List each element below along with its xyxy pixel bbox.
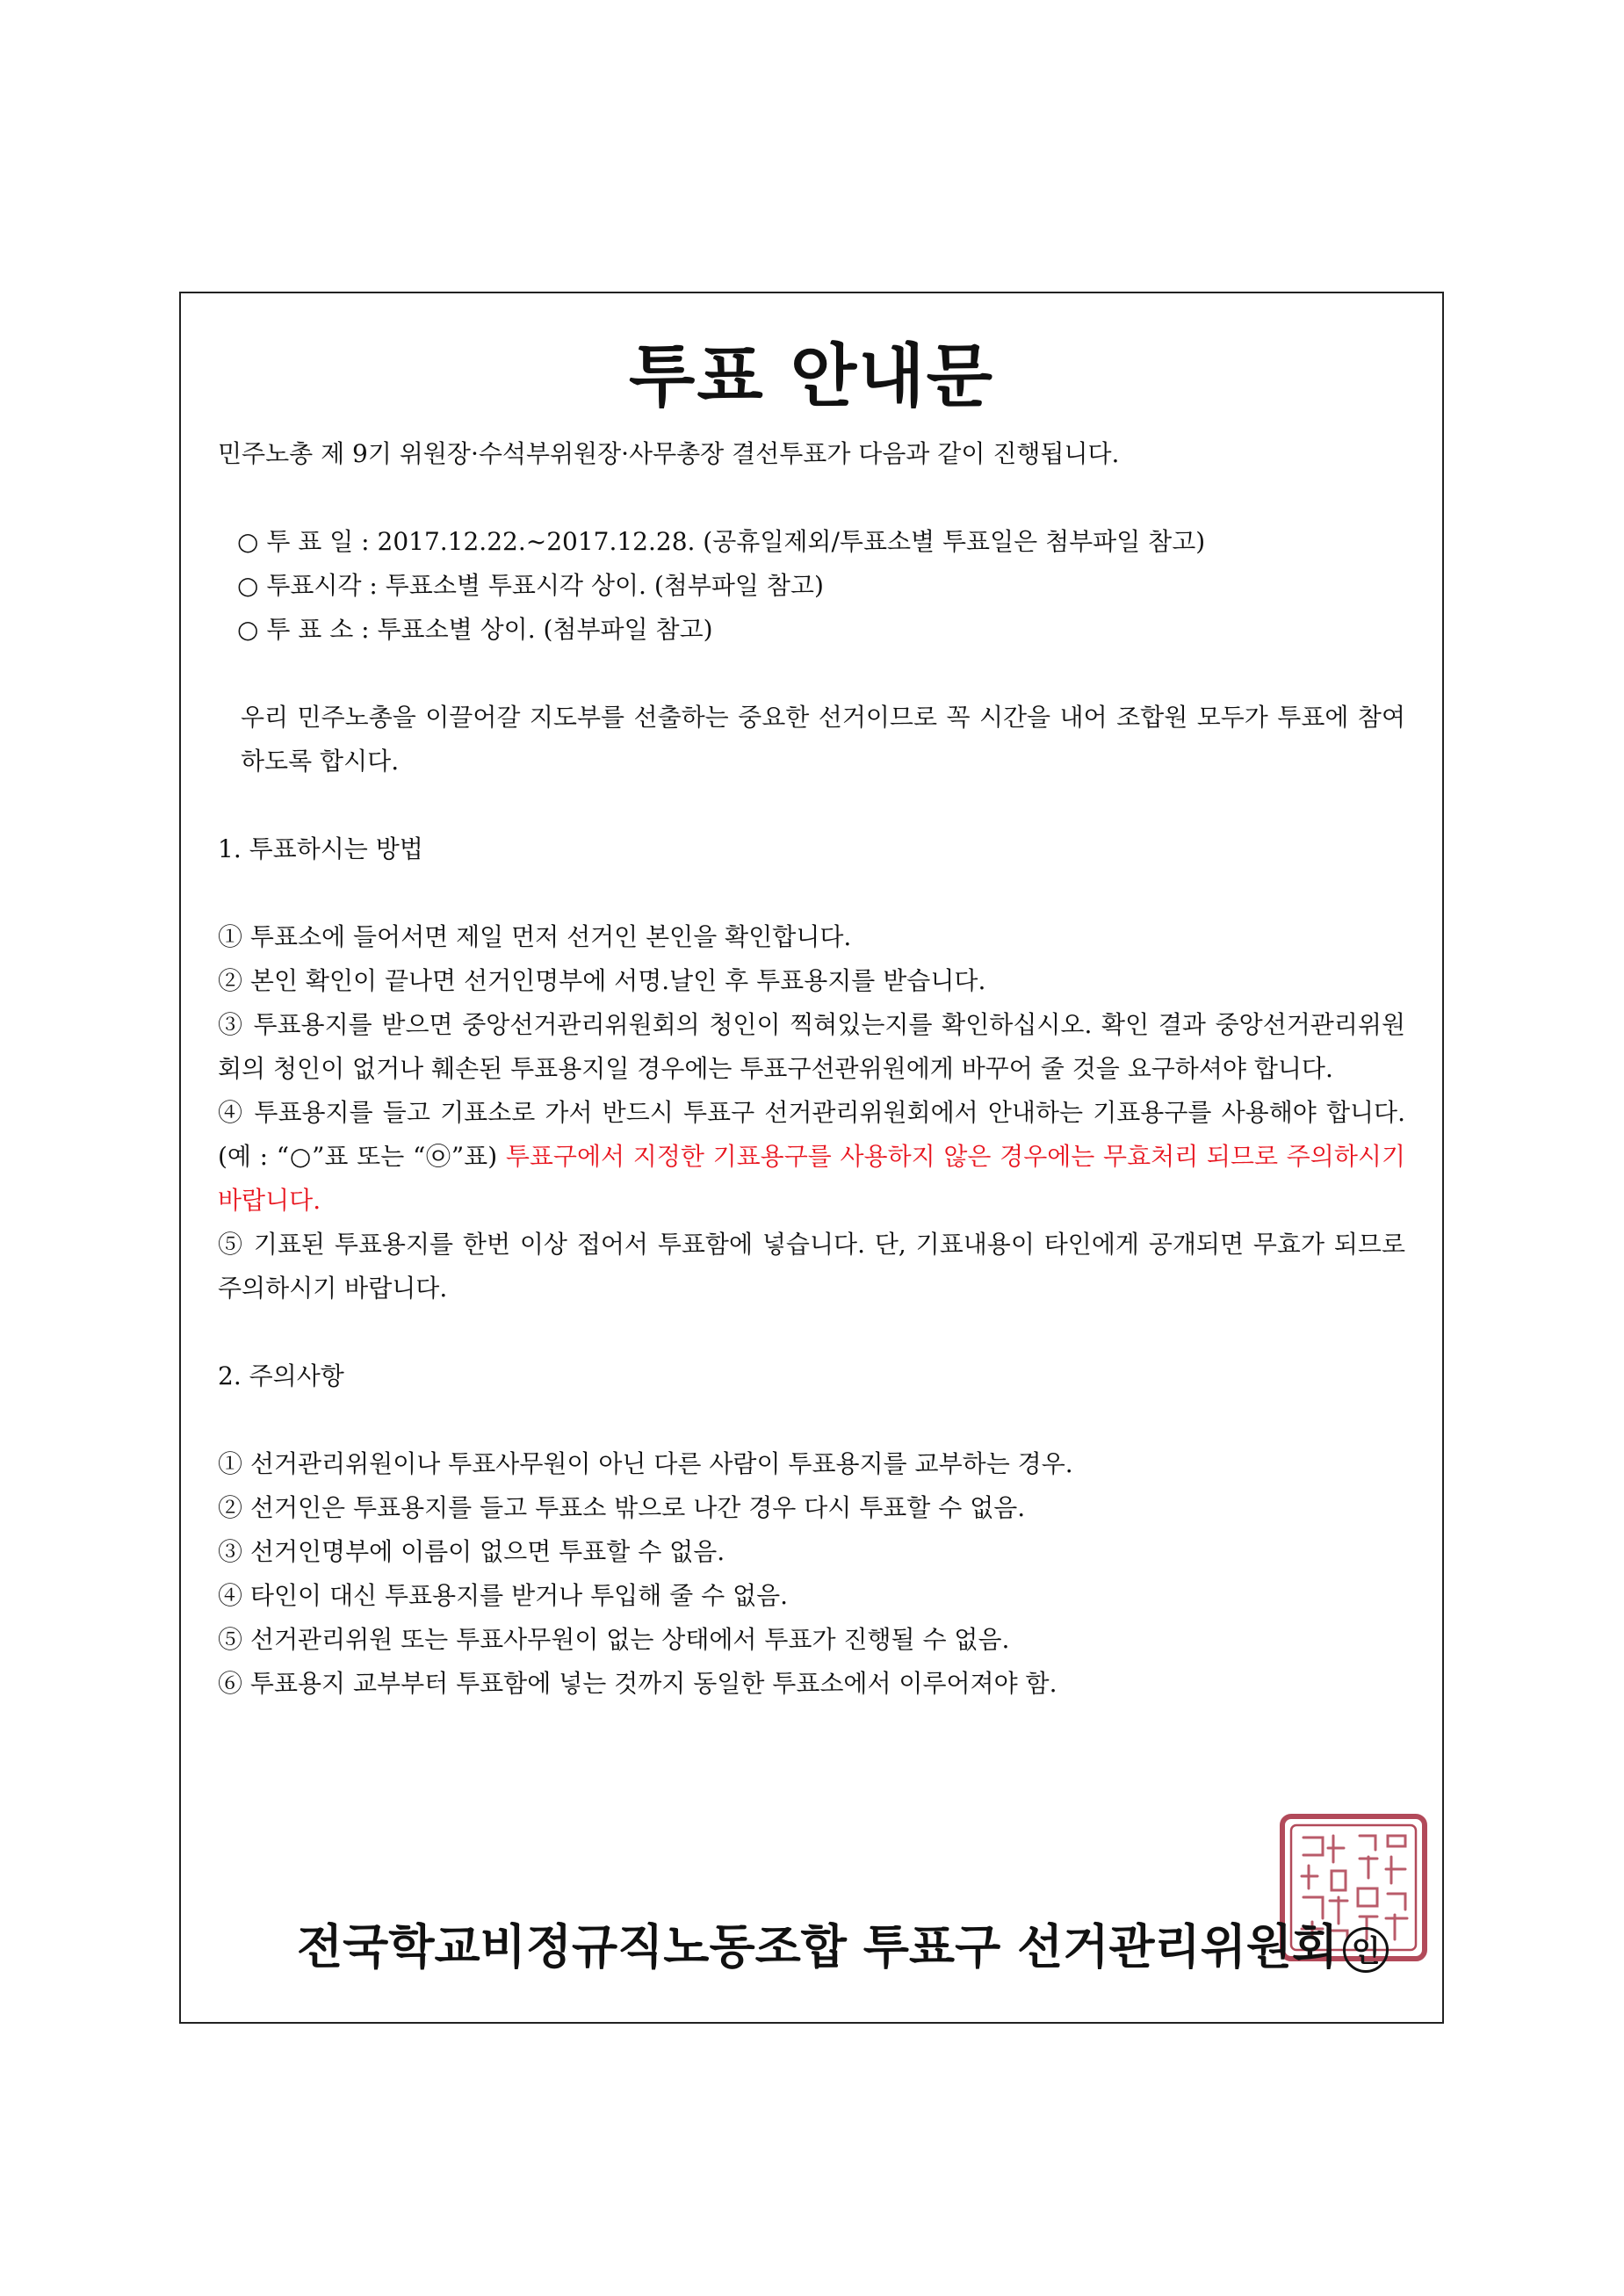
section2-item: ⑤ 선거관리위원 또는 투표사무원이 없는 상태에서 투표가 진행될 수 없음. [218, 1625, 1010, 1654]
spacer [218, 476, 1405, 520]
section1-item-2: ② 본인 확인이 끝나면 선거인명부에 서명.날인 후 투표용지를 받습니다. [218, 966, 986, 995]
section1-item-3: ③ 투표용지를 받으면 중앙선거관리위원회의 청인이 찍혀있는지를 확인하십시오. 확인 결과 중앙선거관리위원회의 청인이 없거나 훼손된 투표용지일 경우에는 투표구선관위원에게 바꾸어 줄 것을 요구하셔야 합니다. [218, 1010, 1405, 1083]
item4-warning-text: 투표구에서 지정한 기표용구를 사용하지 않은 경우에는 무효처리 되므로 주의하시기 바랍니다. [218, 1142, 1406, 1215]
spacer [218, 783, 1405, 827]
info-vote-date: ○ 투 표 일 : 2017.12.22.~2017.12.28. (공휴일제외/투표소별 투표일은 첨부파일 참고) [237, 527, 1206, 556]
section2-item: ① 선거관리위원이나 투표사무원이 아닌 다른 사람이 투표용지를 교부하는 경우. [218, 1449, 1073, 1478]
footer [181, 1894, 1442, 1982]
spacer [218, 1398, 1405, 1442]
section1-heading: 1. 투표하시는 방법 [218, 834, 423, 863]
notice-title: 투표 안내문 [629, 337, 994, 416]
intro-text: 민주노총 제 9기 위원장·수석부위원장·사무총장 결선투표가 다음과 같이 진행됩니다. [218, 439, 1120, 468]
stamp-mark: 인 [1343, 1927, 1389, 1973]
issuer-signature [297, 1910, 1389, 1977]
section1-item-4 [218, 1091, 1405, 1223]
issuer-name: 전국학교비정규직노동조합 투표구 선거관리위원회 [297, 1919, 1339, 1975]
info-vote-time: ○ 투표시각 : 투표소별 투표시각 상이. (첨부파일 참고) [237, 571, 824, 600]
item4-text: ④ 투표용지를 들고 기표소로 가서 반드시 투표구 선거관리위원회에서 안내하는 기표용구를 사용해야 합니다. (예 : “○”표 또는 “㉧”표) [218, 1098, 1405, 1171]
spacer [218, 652, 1405, 696]
section2-item: ② 선거인은 투표용지를 들고 투표소 밖으로 나간 경우 다시 투표할 수 없음. [218, 1493, 1026, 1522]
section2-item: ④ 타인이 대신 투표용지를 받거나 투입해 줄 수 없음. [218, 1581, 789, 1610]
spacer [218, 871, 1405, 915]
notice-frame [179, 292, 1444, 2024]
section2-item: ⑥ 투표용지 교부부터 투표함에 넣는 것까지 동일한 투표소에서 이루어져야 함. [218, 1669, 1057, 1698]
spacer [218, 1310, 1405, 1354]
notice-content [218, 432, 1405, 1706]
section1-item-1: ① 투표소에 들어서면 제일 먼저 선거인 본인을 확인합니다. [218, 922, 852, 951]
appeal-text: 우리 민주노총을 이끌어갈 지도부를 선출하는 중요한 선거이므로 꼭 시간을 내어 조합원 모두가 투표에 참여하도록 합시다. [241, 703, 1405, 776]
section2-heading: 2. 주의사항 [218, 1361, 344, 1390]
info-vote-place: ○ 투 표 소 : 투표소별 상이. (첨부파일 참고) [237, 615, 713, 644]
section1-item-5: ⑤ 기표된 투표용지를 한번 이상 접어서 투표함에 넣습니다. 단, 기표내용이 타인에게 공개되면 무효가 되므로 주의하시기 바랍니다. [218, 1230, 1405, 1303]
section2-item: ③ 선거인명부에 이름이 없으면 투표할 수 없음. [218, 1537, 725, 1566]
